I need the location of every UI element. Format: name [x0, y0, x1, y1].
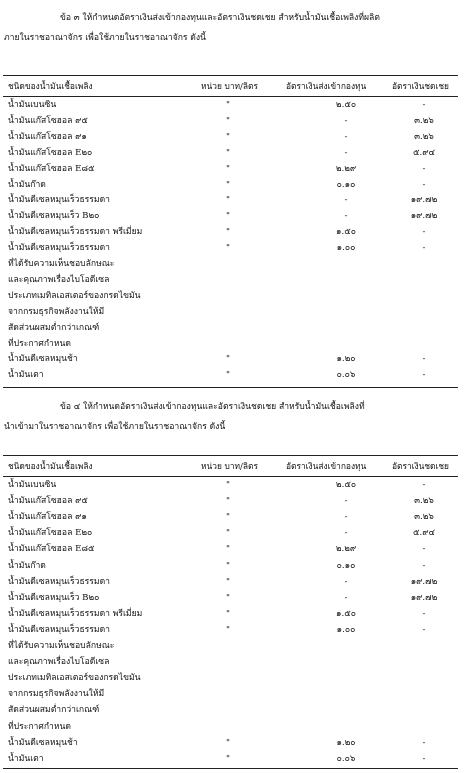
- table-row: [0, 607, 472, 622]
- fuel-name-cell: น้ำมันดีเซลหมุนเร็วธรรมดา: [8, 195, 110, 206]
- column-header-fuel-type: ชนิดของน้ำมันเชื้อเพลิง: [8, 81, 93, 91]
- fuel-name-cell: น้ำมันเตา: [8, 753, 44, 764]
- fuel-name-cell: น้ำมันดีเซลหมุนช้า: [8, 354, 78, 365]
- fuel-name-cell: ที่ประกาศกำหนด: [8, 721, 71, 732]
- fuel-name-cell: น้ำมันเบนซิน: [8, 480, 57, 490]
- contribution-cell: ๐.๐๖: [336, 753, 356, 764]
- contribution-cell: ๑.๐๐: [336, 624, 356, 635]
- contribution-cell: -: [344, 211, 348, 222]
- table-row: [0, 178, 472, 193]
- compensation-cell: -: [422, 544, 426, 555]
- table-row: [0, 623, 472, 638]
- unit-cell: ": [226, 512, 230, 523]
- table-row: [0, 114, 472, 129]
- fuel-name-cell: น้ำมันดีเซลหมุนเร็วธรรมดา พรีเมี่ยม: [8, 608, 143, 619]
- compensation-cell: -: [422, 608, 426, 619]
- table-row: [0, 146, 472, 161]
- compensation-cell: ๓.๒๖: [414, 512, 434, 523]
- contribution-cell: ๑.๒๐: [336, 354, 356, 365]
- contribution-cell: -: [344, 528, 348, 539]
- unit-cell: ": [226, 528, 230, 539]
- table-row: [0, 542, 472, 557]
- table-row: [0, 130, 472, 145]
- table-row: [0, 575, 472, 590]
- contribution-cell: ๐.๑๐: [336, 560, 356, 571]
- compensation-cell: -: [422, 227, 426, 238]
- section3-table-header: [0, 79, 472, 94]
- table-row: [0, 494, 472, 509]
- section3-table-header-rule: [3, 96, 458, 97]
- contribution-cell: -: [344, 496, 348, 507]
- contribution-cell: ๐.๑๐: [336, 179, 356, 190]
- fuel-name-cell: น้ำมันแก๊สโซฮอล E๒๐: [8, 528, 93, 539]
- unit-cell: ": [226, 211, 230, 222]
- fuel-name-cell: ประเภทเมทิลเอสเตอร์ของกรดไขมัน: [8, 290, 141, 301]
- contribution-cell: ๑.๒๐: [336, 737, 356, 748]
- contribution-cell: ๒.๒๙: [335, 163, 357, 174]
- table-row: [0, 352, 472, 367]
- unit-cell: ": [226, 115, 230, 126]
- fuel-name-cell: ที่ได้รับความเห็นชอบลักษณะ: [8, 641, 115, 651]
- unit-cell: ": [226, 243, 230, 254]
- unit-cell: ": [226, 480, 230, 490]
- fuel-name-cell: น้ำมันดีเซลหมุนเร็วธรรมดา: [8, 624, 110, 635]
- unit-cell: ": [226, 100, 230, 110]
- fuel-name-cell: ที่ได้รับความเห็นชอบลักษณะ: [8, 259, 115, 269]
- table-row: [0, 720, 472, 735]
- table-row: [0, 225, 472, 240]
- fuel-name-cell: น้ำมันดีเซลหมุนเร็วธรรมดา: [8, 243, 110, 254]
- fuel-name-cell: น้ำมันแก๊สโซฮอล ๙๕: [8, 496, 88, 507]
- table-row: [0, 368, 472, 383]
- unit-cell: ": [226, 147, 230, 158]
- table-row: [0, 703, 472, 718]
- table-row: [0, 241, 472, 256]
- table-row: [0, 671, 472, 686]
- fuel-name-cell: น้ำมันแก๊สโซฮอล ๙๑: [8, 131, 87, 142]
- compensation-cell: ๕.๙๔: [412, 147, 436, 158]
- contribution-cell: ๑.๕๐: [336, 227, 356, 238]
- contribution-cell: ๒.๕๐: [335, 480, 357, 490]
- compensation-cell: -: [422, 354, 426, 365]
- unit-cell: ": [226, 227, 230, 238]
- compensation-cell: -: [422, 179, 426, 190]
- section3-table-bottom-rule: [3, 387, 458, 388]
- fuel-name-cell: น้ำมันแก๊สโซฮอล E๘๕: [8, 544, 95, 555]
- fuel-name-cell: น้ำมันดีเซลหมุนเร็ว B๒๐: [8, 211, 100, 222]
- fuel-name-cell: น้ำมันดีเซลหมุนช้า: [8, 737, 78, 748]
- section4-table-header: [0, 459, 472, 474]
- column-header-compensation: อัตราเงินชดเชย: [392, 81, 449, 91]
- table-row: [0, 591, 472, 606]
- table-row: [0, 257, 472, 272]
- section3-heading-line1: ข้อ ๓ ให้กำหนดอัตราเงินส่งเข้ากองทุนและอัตราเงินชดเชย สำหรับน้ำมันเชื้อเพลิงที่ผลิต: [60, 13, 380, 23]
- table-row: [0, 687, 472, 702]
- unit-cell: ": [226, 753, 230, 764]
- unit-cell: ": [226, 195, 230, 206]
- section4-heading: [0, 397, 462, 437]
- table-row: [0, 209, 472, 224]
- unit-cell: ": [226, 624, 230, 635]
- compensation-cell: -: [422, 753, 426, 764]
- contribution-cell: -: [344, 195, 348, 206]
- compensation-cell: -: [422, 560, 426, 571]
- table-row: [0, 305, 472, 320]
- table-row: [0, 736, 472, 751]
- unit-cell: ": [226, 370, 230, 381]
- compensation-cell: ๓.๒๖: [414, 115, 434, 126]
- fuel-name-cell: น้ำมันแก๊สโซฮอล ๙๕: [8, 115, 88, 126]
- contribution-cell: -: [344, 512, 348, 523]
- fuel-name-cell: น้ำมันดีเซลหมุนเร็ว B๒๐: [8, 592, 100, 603]
- table-row: [0, 559, 472, 574]
- fuel-name-cell: จากกรมธุรกิจพลังงานให้มี: [8, 306, 105, 317]
- column-header-fuel-type: ชนิดของน้ำมันเชื้อเพลิง: [8, 461, 93, 471]
- table-row: [0, 98, 472, 113]
- fuel-name-cell: ที่ประกาศกำหนด: [8, 338, 71, 349]
- unit-cell: ": [226, 131, 230, 142]
- section4-heading-line1: ข้อ ๔ ให้กำหนดอัตราเงินส่งเข้ากองทุนและอัตราเงินชดเชย สำหรับน้ำมันเชื้อเพลิงที่: [60, 402, 365, 412]
- fuel-name-cell: น้ำมันดีเซลหมุนเร็วธรรมดา พรีเมี่ยม: [8, 227, 143, 238]
- table-row: [0, 478, 472, 493]
- compensation-cell: -: [422, 480, 426, 490]
- compensation-cell: -: [422, 370, 426, 381]
- fuel-name-cell: และคุณภาพเรื่องไบโอดีเซล: [8, 657, 110, 668]
- column-header-unit: หน่วย บาท/ลิตร: [201, 461, 258, 471]
- table-row: [0, 162, 472, 177]
- section4-table-header-rule: [3, 476, 458, 477]
- table-row: [0, 337, 472, 352]
- contribution-cell: -: [344, 576, 348, 587]
- unit-cell: ": [226, 560, 230, 571]
- section4-table-top-rule: [3, 455, 458, 456]
- contribution-cell: -: [344, 592, 348, 603]
- section4-table-bottom-rule: [3, 768, 458, 769]
- section3-heading: [0, 8, 462, 48]
- compensation-cell: ๕.๙๔: [412, 528, 436, 539]
- contribution-cell: -: [344, 131, 348, 142]
- compensation-cell: ๑๙.๗๒: [410, 211, 438, 222]
- fuel-name-cell: น้ำมันก๊าด: [8, 179, 46, 190]
- fuel-name-cell: ประเภทเมทิลเอสเตอร์ของกรดไขมัน: [8, 673, 141, 684]
- section3-table-top-rule: [3, 75, 458, 76]
- fuel-name-cell: น้ำมันดีเซลหมุนเร็วธรรมดา: [8, 576, 110, 587]
- compensation-cell: ๑๙.๗๒: [410, 195, 438, 206]
- fuel-name-cell: น้ำมันเตา: [8, 370, 44, 381]
- contribution-cell: ๒.๕๐: [335, 100, 357, 110]
- contribution-cell: ๐.๐๖: [336, 370, 356, 381]
- unit-cell: ": [226, 179, 230, 190]
- compensation-cell: -: [422, 624, 426, 635]
- compensation-cell: -: [422, 100, 426, 110]
- contribution-cell: -: [344, 115, 348, 126]
- fuel-name-cell: สัดส่วนผสมต่ำกว่าเกณฑ์: [8, 705, 100, 716]
- unit-cell: ": [226, 544, 230, 555]
- compensation-cell: -: [422, 163, 426, 174]
- table-row: [0, 193, 472, 208]
- contribution-cell: ๑.๕๐: [336, 608, 356, 619]
- fuel-name-cell: จากกรมธุรกิจพลังงานให้มี: [8, 689, 105, 700]
- compensation-cell: ๓.๒๖: [414, 496, 434, 507]
- fuel-name-cell: น้ำมันแก๊สโซฮอล E๒๐: [8, 147, 93, 158]
- compensation-cell: ๓.๒๖: [414, 131, 434, 142]
- section3-heading-line2: ภายในราชอาณาจักร เพื่อใช้ภายในราชอาณาจักร ดังนี้: [4, 33, 206, 43]
- unit-cell: ": [226, 592, 230, 603]
- unit-cell: ": [226, 163, 230, 174]
- unit-cell: ": [226, 608, 230, 619]
- column-header-contribution: อัตราเงินส่งเข้ากองทุน: [286, 81, 367, 91]
- unit-cell: ": [226, 354, 230, 365]
- fuel-name-cell: น้ำมันเบนซิน: [8, 100, 57, 110]
- contribution-cell: ๒.๒๙: [335, 544, 357, 555]
- fuel-name-cell: น้ำมันแก๊สโซฮอล E๘๕: [8, 163, 95, 174]
- fuel-name-cell: และคุณภาพเรื่องไบโอดีเซล: [8, 274, 110, 285]
- column-header-compensation: อัตราเงินชดเชย: [392, 461, 449, 471]
- section4-heading-line2: นำเข้ามาในราชอาณาจักร เพื่อใช้ภายในราชอาณาจักร ดังนี้: [4, 422, 226, 432]
- table-row: [0, 510, 472, 525]
- fuel-name-cell: น้ำมันแก๊สโซฮอล ๙๑: [8, 512, 87, 523]
- table-row: [0, 752, 472, 767]
- compensation-cell: -: [422, 243, 426, 254]
- unit-cell: ": [226, 576, 230, 587]
- table-row: [0, 321, 472, 336]
- unit-cell: ": [226, 496, 230, 507]
- fuel-name-cell: น้ำมันก๊าด: [8, 560, 46, 571]
- table-row: [0, 639, 472, 654]
- compensation-cell: ๑๙.๗๒: [410, 576, 438, 587]
- contribution-cell: -: [344, 147, 348, 158]
- table-row: [0, 289, 472, 304]
- table-row: [0, 655, 472, 670]
- unit-cell: ": [226, 737, 230, 748]
- contribution-cell: ๑.๐๐: [336, 243, 356, 254]
- fuel-name-cell: สัดส่วนผสมต่ำกว่าเกณฑ์: [8, 322, 100, 333]
- table-row: [0, 273, 472, 288]
- table-row: [0, 526, 472, 541]
- compensation-cell: ๑๙.๗๒: [410, 592, 438, 603]
- column-header-unit: หน่วย บาท/ลิตร: [201, 81, 258, 91]
- compensation-cell: -: [422, 737, 426, 748]
- column-header-contribution: อัตราเงินส่งเข้ากองทุน: [286, 461, 367, 471]
